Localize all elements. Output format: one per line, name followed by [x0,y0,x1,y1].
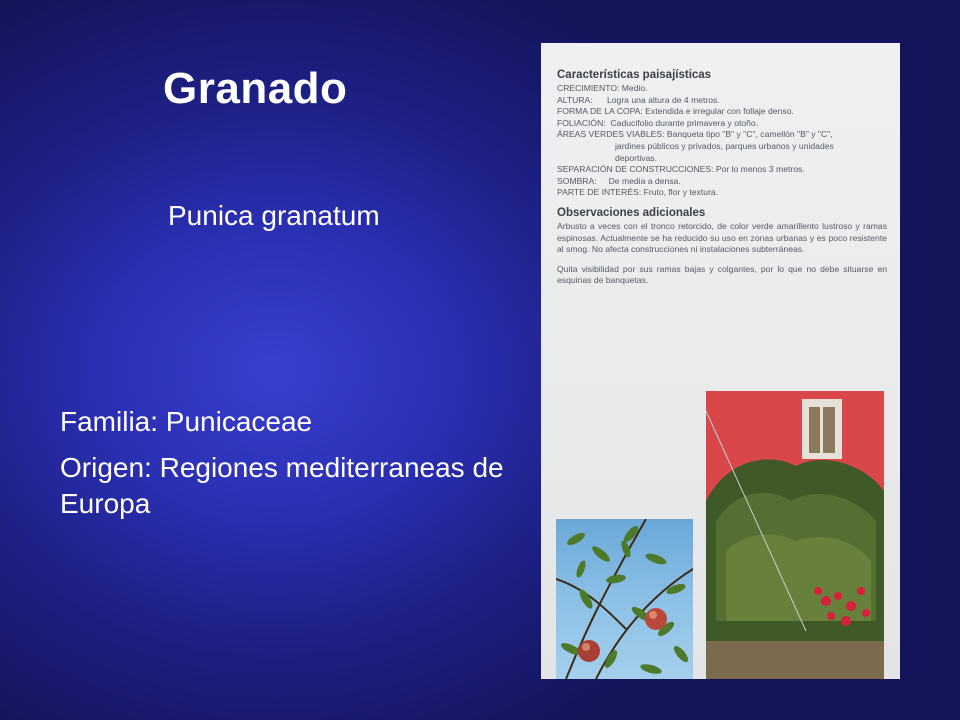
scanned-page-image [541,43,900,679]
scientific-name: Punica granatum [168,200,380,231]
scan-line: SOMBRA: De media a densa. [557,175,681,186]
info-block [60,404,530,532]
pomegranate-tree-photo [706,391,884,679]
pomegranate-fruit-photo [556,519,693,679]
scan-line: jardines públicos y privados, parques urbanos y unidades [615,140,834,151]
observation-paragraph: Arbusto a veces con el tronco retorcido, de color verde amarillento lustroso y ramas espinosas. Actualmente se ha reducido su uso en zonas urbanas y es poco resistente al smog. No afecta construcciones ni instalaciones subterráneas. [557,220,887,255]
scan-line: FOLIACIÓN: Caducifolio durante primavera y otoño. [557,117,759,128]
slide-title: Granado [163,64,348,113]
family-text: Familia: Punicaceae [60,406,313,437]
scan-line: ÁREAS VERDES VIABLES: Banqueta tipo "B" y "C", camellón "B" y "C", [557,129,833,140]
scan-line: ALTURA: Logra una altura de 4 metros. [557,94,720,105]
scan-line: CRECIMIENTO: Medio. [557,83,648,93]
section-title-observations: Observaciones adicionales [557,206,706,219]
scan-line: FORMA DE LA COPA: Extendida e irregular con follaje denso. [557,106,794,117]
origin-text: Origen: Regiones mediterraneas de Europa [60,452,504,519]
scan-line: PARTE DE INTERÉS: Fruto, flor y textura. [557,187,719,198]
scan-line: SEPARACIÓN DE CONSTRUCCIONES: Por lo menos 3 metros. [557,164,805,175]
observation-paragraph: Quita visibilidad por sus ramas bajas y colgantes, por lo que no debe situarse en esquinas de banquetas. [557,263,887,286]
section-title-characteristics: Características paisajísticas [557,69,712,81]
scan-line: deportivas. [615,152,658,163]
scanned-text [557,69,887,287]
